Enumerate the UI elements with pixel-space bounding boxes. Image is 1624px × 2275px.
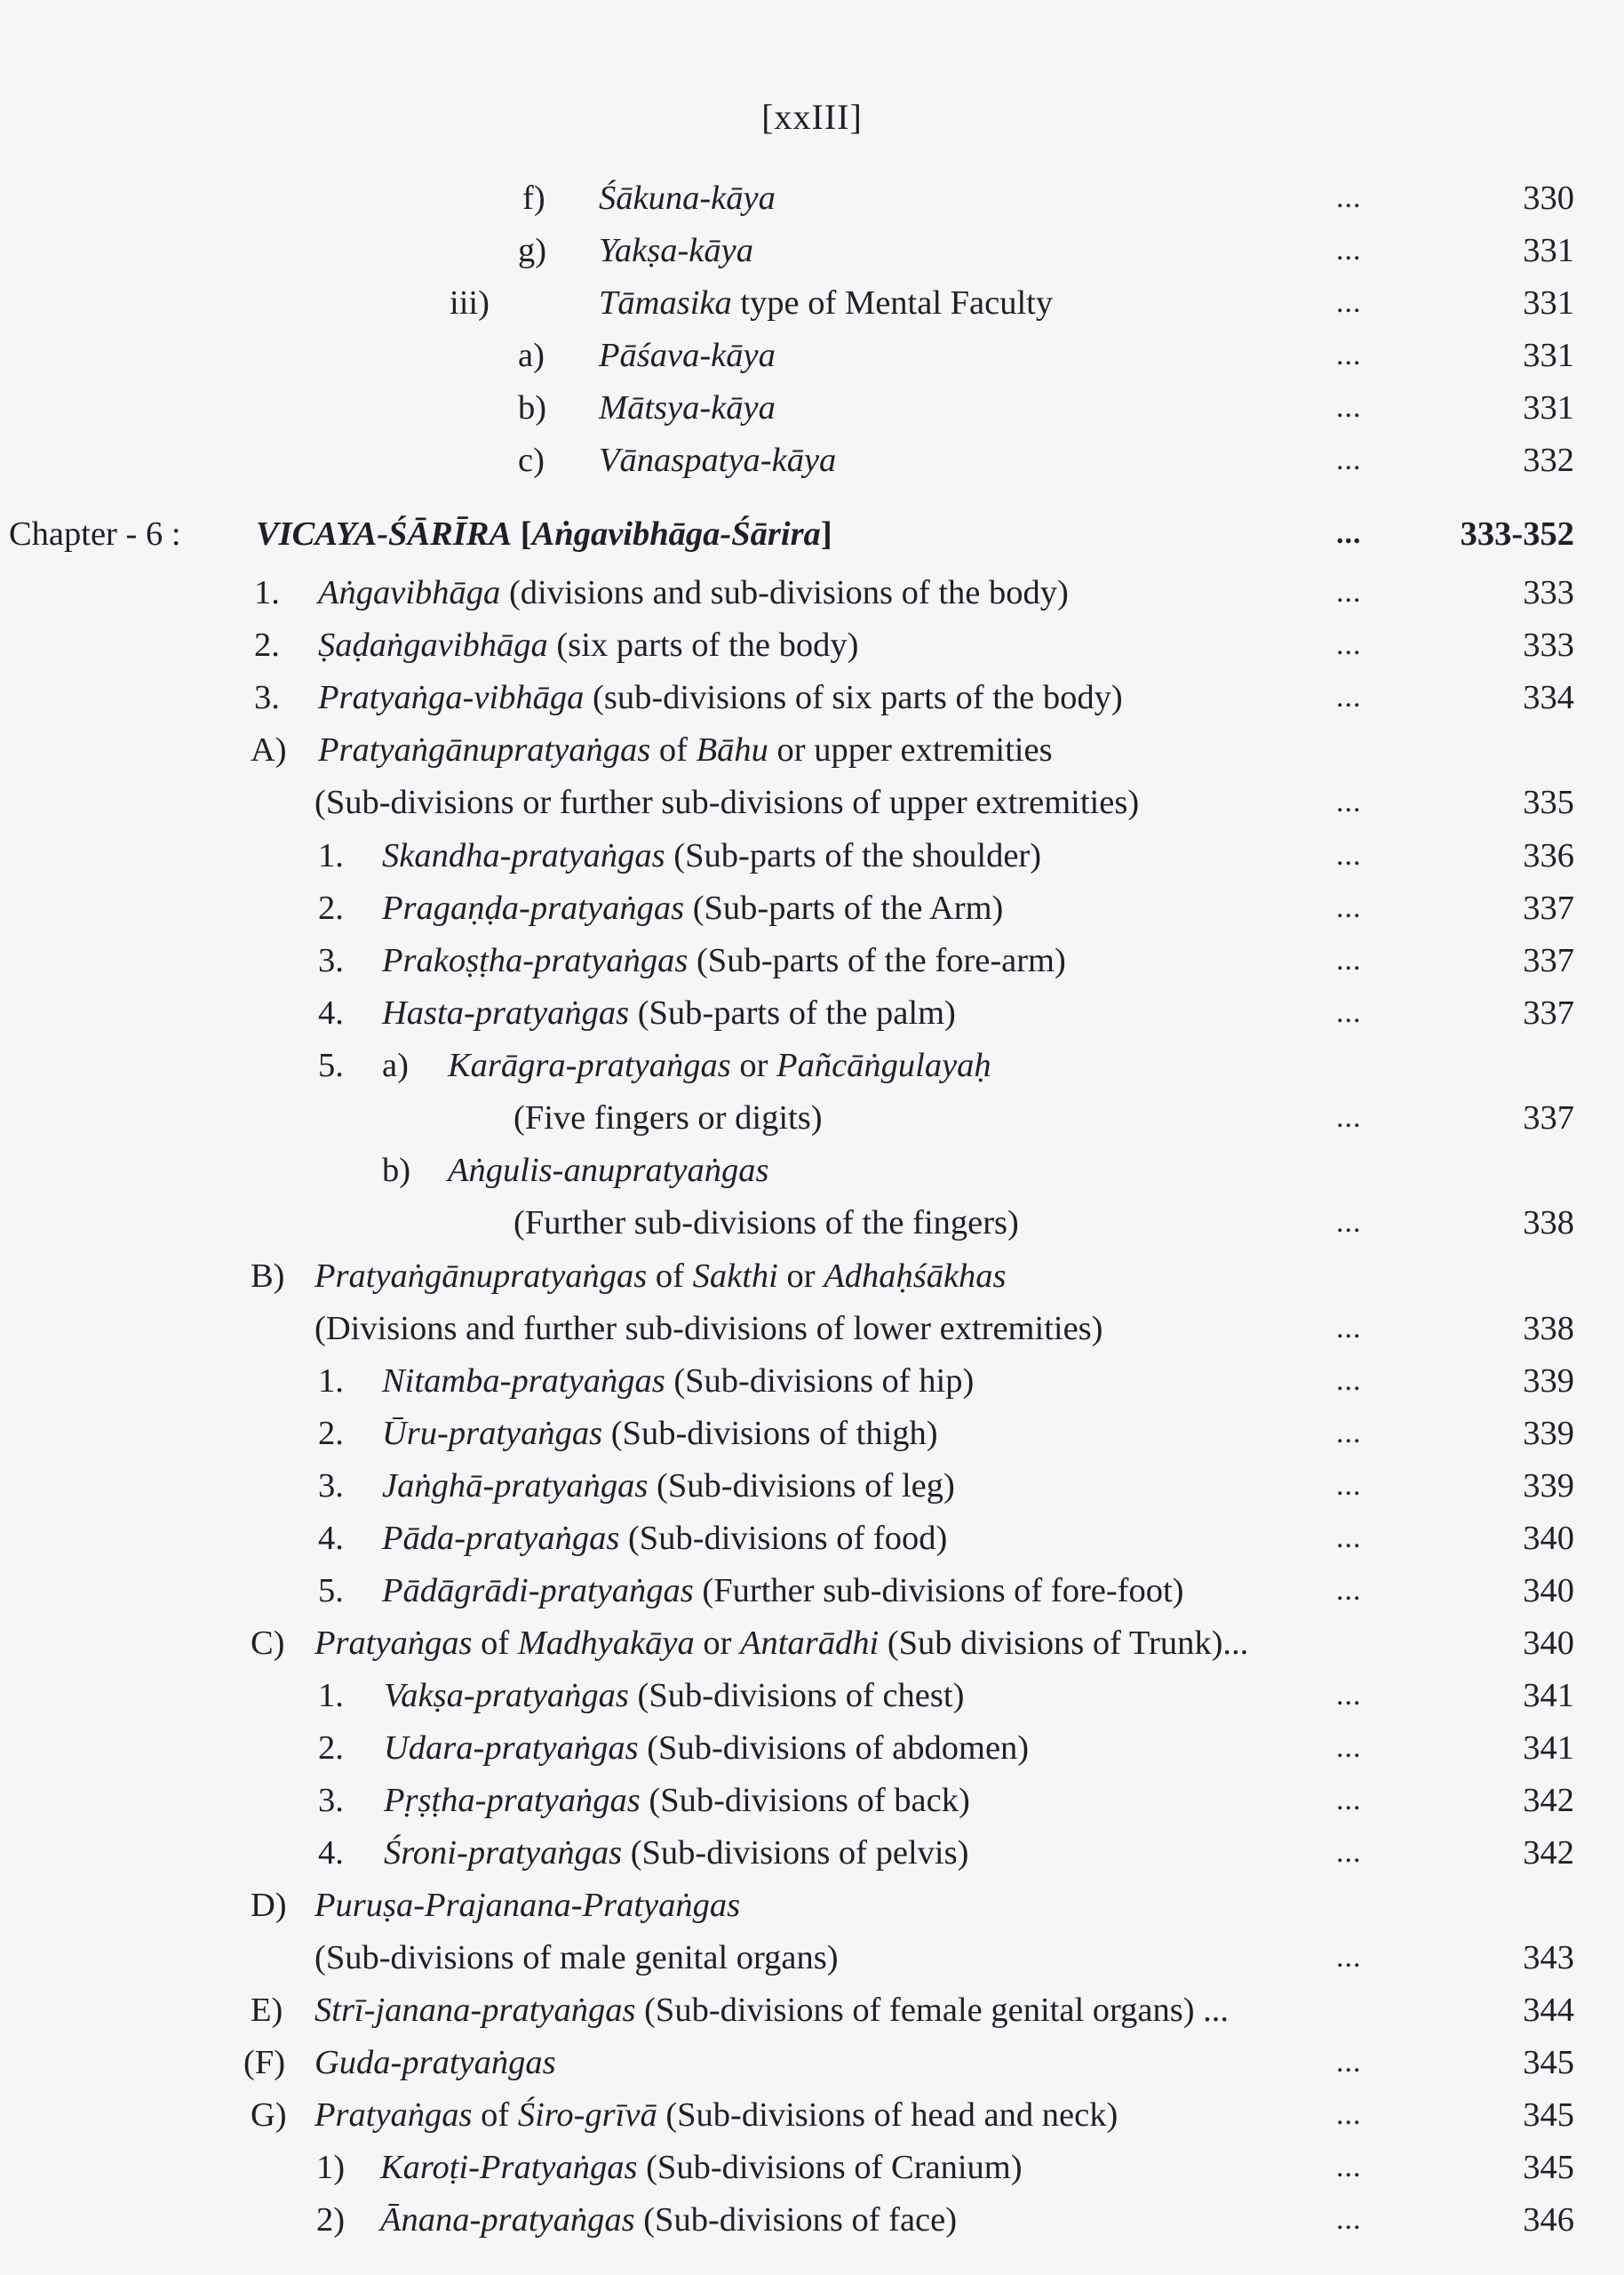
entry-title-segment: (Sub-divisions of male genital organs) bbox=[314, 1939, 839, 1976]
page-number: 333-352 bbox=[1460, 515, 1574, 553]
leader-dots: ... bbox=[1336, 681, 1362, 714]
page-number: 343 bbox=[1523, 1939, 1574, 1976]
page-number: 342 bbox=[1523, 1834, 1574, 1872]
entry-title bbox=[384, 1828, 968, 1878]
leader-dots: ... bbox=[1336, 786, 1362, 818]
entry-title-segment: or upper extremities bbox=[768, 731, 1053, 769]
entry-title-segment: Pratyaṅgas bbox=[314, 1624, 473, 1662]
entry-title-segment: (Sub-divisions of pelvis) bbox=[622, 1834, 969, 1872]
leader-dots: ... bbox=[1336, 1101, 1362, 1134]
entry-label: 3. bbox=[318, 942, 344, 979]
entry-title-segment: ] bbox=[820, 515, 832, 553]
leader-dots: ... bbox=[1336, 1364, 1362, 1397]
page-number: 344 bbox=[1523, 1992, 1574, 2029]
leader-dots: ... bbox=[1336, 944, 1362, 977]
entry-title bbox=[382, 988, 956, 1038]
entry-title bbox=[314, 1880, 740, 1930]
toc-entry bbox=[0, 1409, 1624, 1458]
entry-title bbox=[382, 1566, 1184, 1616]
entry-title-segment: Nitamba-pratyaṅgas bbox=[382, 1362, 665, 1400]
entry-title-segment: (sub-divisions of six parts of the body) bbox=[584, 679, 1123, 716]
toc-entry bbox=[0, 1671, 1624, 1720]
entry-title bbox=[513, 1198, 1019, 1248]
page-number: 331 bbox=[1523, 389, 1574, 427]
entry-label: 4. bbox=[318, 994, 344, 1032]
toc-entry bbox=[0, 1566, 1624, 1616]
entry-label: iii) bbox=[450, 284, 490, 322]
toc-entry bbox=[0, 2195, 1624, 2245]
entry-label: 1. bbox=[318, 837, 344, 874]
toc-entry bbox=[0, 1304, 1624, 1353]
entry-title-segment: (Sub-divisions of abdomen) bbox=[638, 1729, 1030, 1767]
entry-title-segment: Yakṣa-kāya bbox=[599, 232, 753, 269]
entry-title-segment: of bbox=[650, 731, 697, 769]
entry-label: 2. bbox=[318, 1415, 344, 1452]
entry-title-segment: Karāgra-pratyaṅgas bbox=[448, 1047, 731, 1084]
page-number-header: [xxIII] bbox=[761, 97, 863, 137]
page-number: 340 bbox=[1523, 1624, 1574, 1662]
leader-dots: ... bbox=[1336, 576, 1362, 609]
entry-title-segment: Hasta-pratyaṅgas bbox=[382, 994, 630, 1032]
entry-sublabel: a) bbox=[382, 1047, 409, 1084]
entry-title bbox=[599, 173, 776, 223]
toc-entry bbox=[0, 883, 1624, 933]
entry-label: 3. bbox=[254, 679, 280, 716]
entry-title-segment: Pāda-pratyaṅgas bbox=[382, 1520, 620, 1557]
entry-title-segment: Vakṣa-pratyaṅgas bbox=[384, 1677, 629, 1714]
entry-title bbox=[599, 383, 776, 433]
toc-entry bbox=[0, 1093, 1624, 1143]
leader-dots: ... bbox=[1336, 1731, 1362, 1764]
toc-entry bbox=[0, 1776, 1624, 1825]
entry-title-segment: Bāhu bbox=[696, 731, 768, 769]
page-number: 346 bbox=[1523, 2201, 1574, 2239]
entry-title bbox=[382, 936, 1066, 986]
entry-title-segment: of bbox=[472, 1624, 518, 1662]
page-number: 342 bbox=[1523, 1782, 1574, 1819]
toc-entry bbox=[0, 1461, 1624, 1511]
entry-title-segment: (Sub-divisions or further sub-divisions of upper extremities) bbox=[314, 784, 1140, 821]
entry-title-segment: Antarādhi bbox=[740, 1624, 880, 1662]
entry-title-segment: Ūru-pratyaṅgas bbox=[382, 1415, 603, 1452]
page-number: 345 bbox=[1523, 2149, 1574, 2186]
entry-label: g) bbox=[518, 232, 547, 269]
entry-title-segment: VICAYA-ŚĀRĪRA bbox=[256, 515, 513, 553]
entry-title-segment: Pāśava-kāya bbox=[599, 337, 776, 374]
entry-title bbox=[314, 2090, 1118, 2140]
toc-entry bbox=[0, 1145, 1624, 1195]
page-number: 339 bbox=[1523, 1415, 1574, 1452]
entry-title-segment: Pādāgrādi-pratyaṅgas bbox=[382, 1572, 694, 1609]
entry-title-segment: or bbox=[730, 1047, 777, 1084]
entry-label: 5. bbox=[318, 1572, 344, 1609]
toc-entry bbox=[0, 1985, 1624, 2035]
leader-dots: ... bbox=[1336, 234, 1362, 267]
entry-label: a) bbox=[518, 337, 545, 374]
toc-entry bbox=[0, 1041, 1624, 1090]
leader-dots: ... bbox=[1336, 996, 1362, 1029]
entry-title-segment: Aṅgavibhāga-Śārira bbox=[531, 515, 821, 553]
entry-title-segment: Śroni-pratyaṅgas bbox=[384, 1834, 623, 1872]
entry-label: 1. bbox=[254, 574, 280, 611]
leader-dots: ... bbox=[1336, 391, 1362, 424]
leader-dots: ... bbox=[1336, 839, 1362, 872]
toc-entry bbox=[0, 2143, 1624, 2192]
toc-entry bbox=[0, 1880, 1624, 1930]
entry-title bbox=[314, 1618, 1248, 1668]
entry-title bbox=[384, 1723, 1029, 1773]
toc-entry bbox=[0, 383, 1624, 433]
entry-title-segment: Vānaspatya-kāya bbox=[599, 442, 837, 479]
entry-label: f) bbox=[522, 180, 545, 217]
leader-dots: ... bbox=[1336, 2203, 1362, 2236]
leader-dots: ... bbox=[1336, 1679, 1362, 1712]
page-number: 337 bbox=[1523, 890, 1574, 927]
entry-title-segment: Tāmasika bbox=[599, 284, 732, 322]
entry-title-segment: Puruṣa-Prajanana-Pratyaṅgas bbox=[314, 1887, 741, 1924]
leader-dots: ... bbox=[1336, 1417, 1362, 1449]
entry-title bbox=[318, 725, 1053, 775]
entry-title-segment: or bbox=[694, 1624, 741, 1662]
entry-title bbox=[448, 1145, 768, 1195]
page-number: 338 bbox=[1523, 1310, 1574, 1347]
page-number: 336 bbox=[1523, 837, 1574, 874]
leader-dots: ... bbox=[1336, 1312, 1362, 1345]
entry-title bbox=[599, 435, 836, 485]
leader-dots: ... bbox=[1336, 517, 1362, 550]
leader-dots: ... bbox=[1336, 2151, 1362, 2183]
page-number: 332 bbox=[1523, 442, 1574, 479]
toc-entry bbox=[0, 1513, 1624, 1563]
entry-title-segment: Ṣaḍaṅgavibhāga bbox=[318, 627, 548, 664]
toc-entry bbox=[0, 1356, 1624, 1406]
toc-entry bbox=[0, 673, 1624, 722]
entry-title-segment: Mātsya-kāya bbox=[599, 389, 776, 427]
entry-title bbox=[318, 620, 858, 670]
entry-label: 1. bbox=[318, 1677, 344, 1714]
entry-title-segment: Guda-pratyaṅgas bbox=[314, 2044, 556, 2081]
entry-title-segment: Aṅgulis-anupratyaṅgas bbox=[448, 1152, 769, 1189]
entry-title-segment: (Sub-parts of the fore-arm) bbox=[688, 942, 1066, 979]
entry-title-segment: Adhaḥśākhas bbox=[824, 1257, 1007, 1295]
entry-title-segment: Prakoṣṭha-pratyaṅgas bbox=[382, 942, 689, 979]
entry-title-segment: Strī-janana-pratyaṅgas bbox=[314, 1992, 636, 2029]
entry-label: 2) bbox=[316, 2201, 346, 2239]
toc-entry bbox=[0, 988, 1624, 1038]
entry-title-segment: (divisions and sub-divisions of the body) bbox=[500, 574, 1069, 611]
page-number: 333 bbox=[1523, 627, 1574, 664]
entry-title-segment: Pratyaṅga-vibhāga bbox=[318, 679, 585, 716]
entry-title-segment: Pṛṣṭha-pratyaṅgas bbox=[384, 1782, 641, 1819]
entry-title bbox=[599, 331, 776, 380]
entry-title bbox=[318, 673, 1123, 722]
entry-label: B) bbox=[251, 1257, 285, 1295]
entry-label: D) bbox=[251, 1887, 287, 1924]
entry-title-segment: (Sub-parts of the shoulder) bbox=[665, 837, 1042, 874]
entry-title bbox=[314, 1985, 1229, 2035]
entry-title-segment: (Further sub-divisions of fore-foot) bbox=[693, 1572, 1184, 1609]
leader-dots: ... bbox=[1336, 1206, 1362, 1239]
entry-title-segment: (Sub-parts of the Arm) bbox=[684, 890, 1004, 927]
entry-title bbox=[382, 883, 1003, 933]
entry-title bbox=[256, 509, 832, 559]
entry-title bbox=[513, 1093, 823, 1143]
entry-title-segment: Jaṅghā-pratyaṅgas bbox=[382, 1467, 649, 1505]
toc-chapter-row bbox=[0, 509, 1624, 559]
entry-title bbox=[314, 1933, 839, 1983]
entry-label: 1) bbox=[316, 2149, 346, 2186]
toc-entry bbox=[0, 725, 1624, 775]
entry-title-segment: (Sub-divisions of head and neck) bbox=[657, 2096, 1118, 2134]
entry-title-segment: of bbox=[472, 2096, 518, 2134]
entry-title bbox=[599, 226, 753, 275]
leader-dots: ... bbox=[1336, 1836, 1362, 1869]
entry-label: C) bbox=[251, 1624, 285, 1662]
toc-entry bbox=[0, 226, 1624, 275]
entry-title bbox=[448, 1041, 991, 1090]
entry-label: 4. bbox=[318, 1520, 344, 1557]
leader-dots: ... bbox=[1336, 1784, 1362, 1816]
entry-title-segment: (Sub-divisions of chest) bbox=[628, 1677, 965, 1714]
page-number: 341 bbox=[1523, 1677, 1574, 1714]
entry-title-segment: (Sub-divisions of face) bbox=[634, 2201, 958, 2239]
toc-entry bbox=[0, 331, 1624, 380]
page-number: 331 bbox=[1523, 337, 1574, 374]
entry-label: 1. bbox=[318, 1362, 344, 1400]
page-number: 335 bbox=[1523, 784, 1574, 821]
entry-title-segment: (Sub-divisions of back) bbox=[640, 1782, 970, 1819]
leader-dots: ... bbox=[1336, 339, 1362, 371]
entry-title-segment: Madhyakāya bbox=[517, 1624, 695, 1662]
entry-title bbox=[382, 1513, 947, 1563]
entry-title-segment: type of Mental Faculty bbox=[731, 284, 1054, 322]
entry-label: 3. bbox=[318, 1467, 344, 1505]
toc-entry bbox=[0, 2090, 1624, 2140]
entry-title-segment: (Divisions and further sub-divisions of lower extremities) bbox=[314, 1310, 1103, 1347]
toc-entry bbox=[0, 1251, 1624, 1301]
entry-title-segment: (Sub-divisions of food) bbox=[619, 1520, 948, 1557]
entry-label: 2. bbox=[318, 1729, 344, 1767]
toc-entry bbox=[0, 1618, 1624, 1668]
page-number: 337 bbox=[1523, 1099, 1574, 1137]
entry-title-segment: Pratyaṅgānupratyaṅgas bbox=[318, 731, 651, 769]
entry-title-segment: (six parts of the body) bbox=[547, 627, 859, 664]
leader-dots: ... bbox=[1336, 1941, 1362, 1974]
leader-dots: ... bbox=[1336, 891, 1362, 924]
entry-title bbox=[314, 1304, 1103, 1353]
leader-dots: ... bbox=[1336, 1574, 1362, 1607]
entry-title-segment: or bbox=[777, 1257, 824, 1295]
toc-entry bbox=[0, 1198, 1624, 1248]
entry-title-segment: (Further sub-divisions of the fingers) bbox=[513, 1204, 1019, 1241]
entry-title-segment: Śākuna-kāya bbox=[599, 180, 776, 217]
leader-dots: ... bbox=[1336, 2046, 1362, 2079]
entry-label: 3. bbox=[318, 1782, 344, 1819]
entry-title-segment: (Sub-divisions of leg) bbox=[648, 1467, 955, 1505]
page-number: 339 bbox=[1523, 1362, 1574, 1400]
toc-entry bbox=[0, 936, 1624, 986]
toc-entry bbox=[0, 831, 1624, 881]
page-number: 338 bbox=[1523, 1204, 1574, 1241]
entry-title-segment: (Sub-divisions of hip) bbox=[665, 1362, 975, 1400]
page-number: 333 bbox=[1523, 574, 1574, 611]
leader-dots: ... bbox=[1336, 1469, 1362, 1502]
toc-entry bbox=[0, 173, 1624, 223]
page-number: 341 bbox=[1523, 1729, 1574, 1767]
toc-entry bbox=[0, 778, 1624, 827]
page-number: 345 bbox=[1523, 2096, 1574, 2134]
page-number: 339 bbox=[1523, 1467, 1574, 1505]
entry-label: 5. bbox=[318, 1047, 344, 1084]
entry-title bbox=[382, 831, 1041, 881]
entry-title bbox=[382, 1461, 955, 1511]
entry-title-segment: (Sub-divisions of Cranium) bbox=[637, 2149, 1023, 2186]
entry-title-segment: Pratyaṅgas bbox=[314, 2096, 473, 2134]
entry-title-segment: (Sub-divisions of thigh) bbox=[602, 1415, 938, 1452]
entry-label: A) bbox=[251, 731, 287, 769]
entry-title-segment: (Five fingers or digits) bbox=[513, 1099, 823, 1137]
entry-title-segment: [ bbox=[512, 515, 532, 553]
page-number: 334 bbox=[1523, 679, 1574, 716]
entry-label: c) bbox=[518, 442, 545, 479]
entry-title-segment: Ānana-pratyaṅgas bbox=[380, 2201, 635, 2239]
entry-label: (F) bbox=[243, 2044, 286, 2081]
page-number: 331 bbox=[1523, 284, 1574, 322]
entry-title-segment: Udara-pratyaṅgas bbox=[384, 1729, 639, 1767]
entry-title-segment: Aṅgavibhāga bbox=[318, 574, 501, 611]
page-number: 345 bbox=[1523, 2044, 1574, 2081]
entry-title bbox=[599, 278, 1053, 328]
entry-title bbox=[380, 2195, 957, 2245]
entry-title-segment: Karoṭi-Pratyaṅgas bbox=[380, 2149, 638, 2186]
leader-dots: ... bbox=[1336, 286, 1362, 319]
chapter-label: Chapter - 6 : bbox=[9, 515, 181, 553]
toc-entry bbox=[0, 1933, 1624, 1983]
toc-entry bbox=[0, 2038, 1624, 2087]
entry-title-segment: Pañcāṅgulayaḥ bbox=[776, 1047, 991, 1084]
entry-title bbox=[314, 1251, 1007, 1301]
toc-entry bbox=[0, 620, 1624, 670]
entry-label: b) bbox=[518, 389, 547, 427]
entry-label: b) bbox=[382, 1152, 411, 1189]
toc-entry bbox=[0, 568, 1624, 618]
entry-title-segment: (Sub-divisions of female genital organs) ... bbox=[635, 1992, 1230, 2029]
entry-title bbox=[382, 1409, 938, 1458]
entry-title-segment: (Sub divisions of Trunk)... bbox=[879, 1624, 1249, 1662]
entry-title bbox=[384, 1776, 970, 1825]
leader-dots: ... bbox=[1336, 1521, 1362, 1554]
toc-entry bbox=[0, 1828, 1624, 1878]
page-number: 331 bbox=[1523, 232, 1574, 269]
entry-title bbox=[314, 2038, 556, 2087]
page-number: 337 bbox=[1523, 994, 1574, 1032]
entry-title bbox=[318, 568, 1069, 618]
entry-title bbox=[314, 778, 1139, 827]
entry-label: E) bbox=[251, 1992, 283, 2029]
entry-label: 2. bbox=[318, 890, 344, 927]
entry-label: 4. bbox=[318, 1834, 344, 1872]
toc-entry bbox=[0, 435, 1624, 485]
entry-title bbox=[384, 1671, 964, 1720]
leader-dots: ... bbox=[1336, 2098, 1362, 2131]
page-number: 340 bbox=[1523, 1520, 1574, 1557]
leader-dots: ... bbox=[1336, 443, 1362, 476]
entry-title-segment: of bbox=[647, 1257, 693, 1295]
toc-entry bbox=[0, 1723, 1624, 1773]
entry-title-segment: Skandha-pratyaṅgas bbox=[382, 837, 665, 874]
page-number: 330 bbox=[1523, 180, 1574, 217]
page-number: 337 bbox=[1523, 942, 1574, 979]
page-number: 340 bbox=[1523, 1572, 1574, 1609]
entry-title-segment: Pragaṇḍa-pratyaṅgas bbox=[382, 890, 685, 927]
entry-label: 2. bbox=[254, 627, 280, 664]
leader-dots: ... bbox=[1336, 181, 1362, 214]
leader-dots: ... bbox=[1336, 628, 1362, 661]
entry-title-segment: Pratyaṅgānupratyaṅgas bbox=[314, 1257, 648, 1295]
toc-entry bbox=[0, 278, 1624, 328]
entry-title bbox=[382, 1356, 974, 1406]
entry-title-segment: (Sub-parts of the palm) bbox=[629, 994, 956, 1032]
entry-title-segment: Sakthi bbox=[692, 1257, 778, 1295]
entry-title bbox=[380, 2143, 1023, 2192]
entry-label: G) bbox=[251, 2096, 287, 2134]
entry-title-segment: Śiro-grīvā bbox=[517, 2096, 657, 2134]
